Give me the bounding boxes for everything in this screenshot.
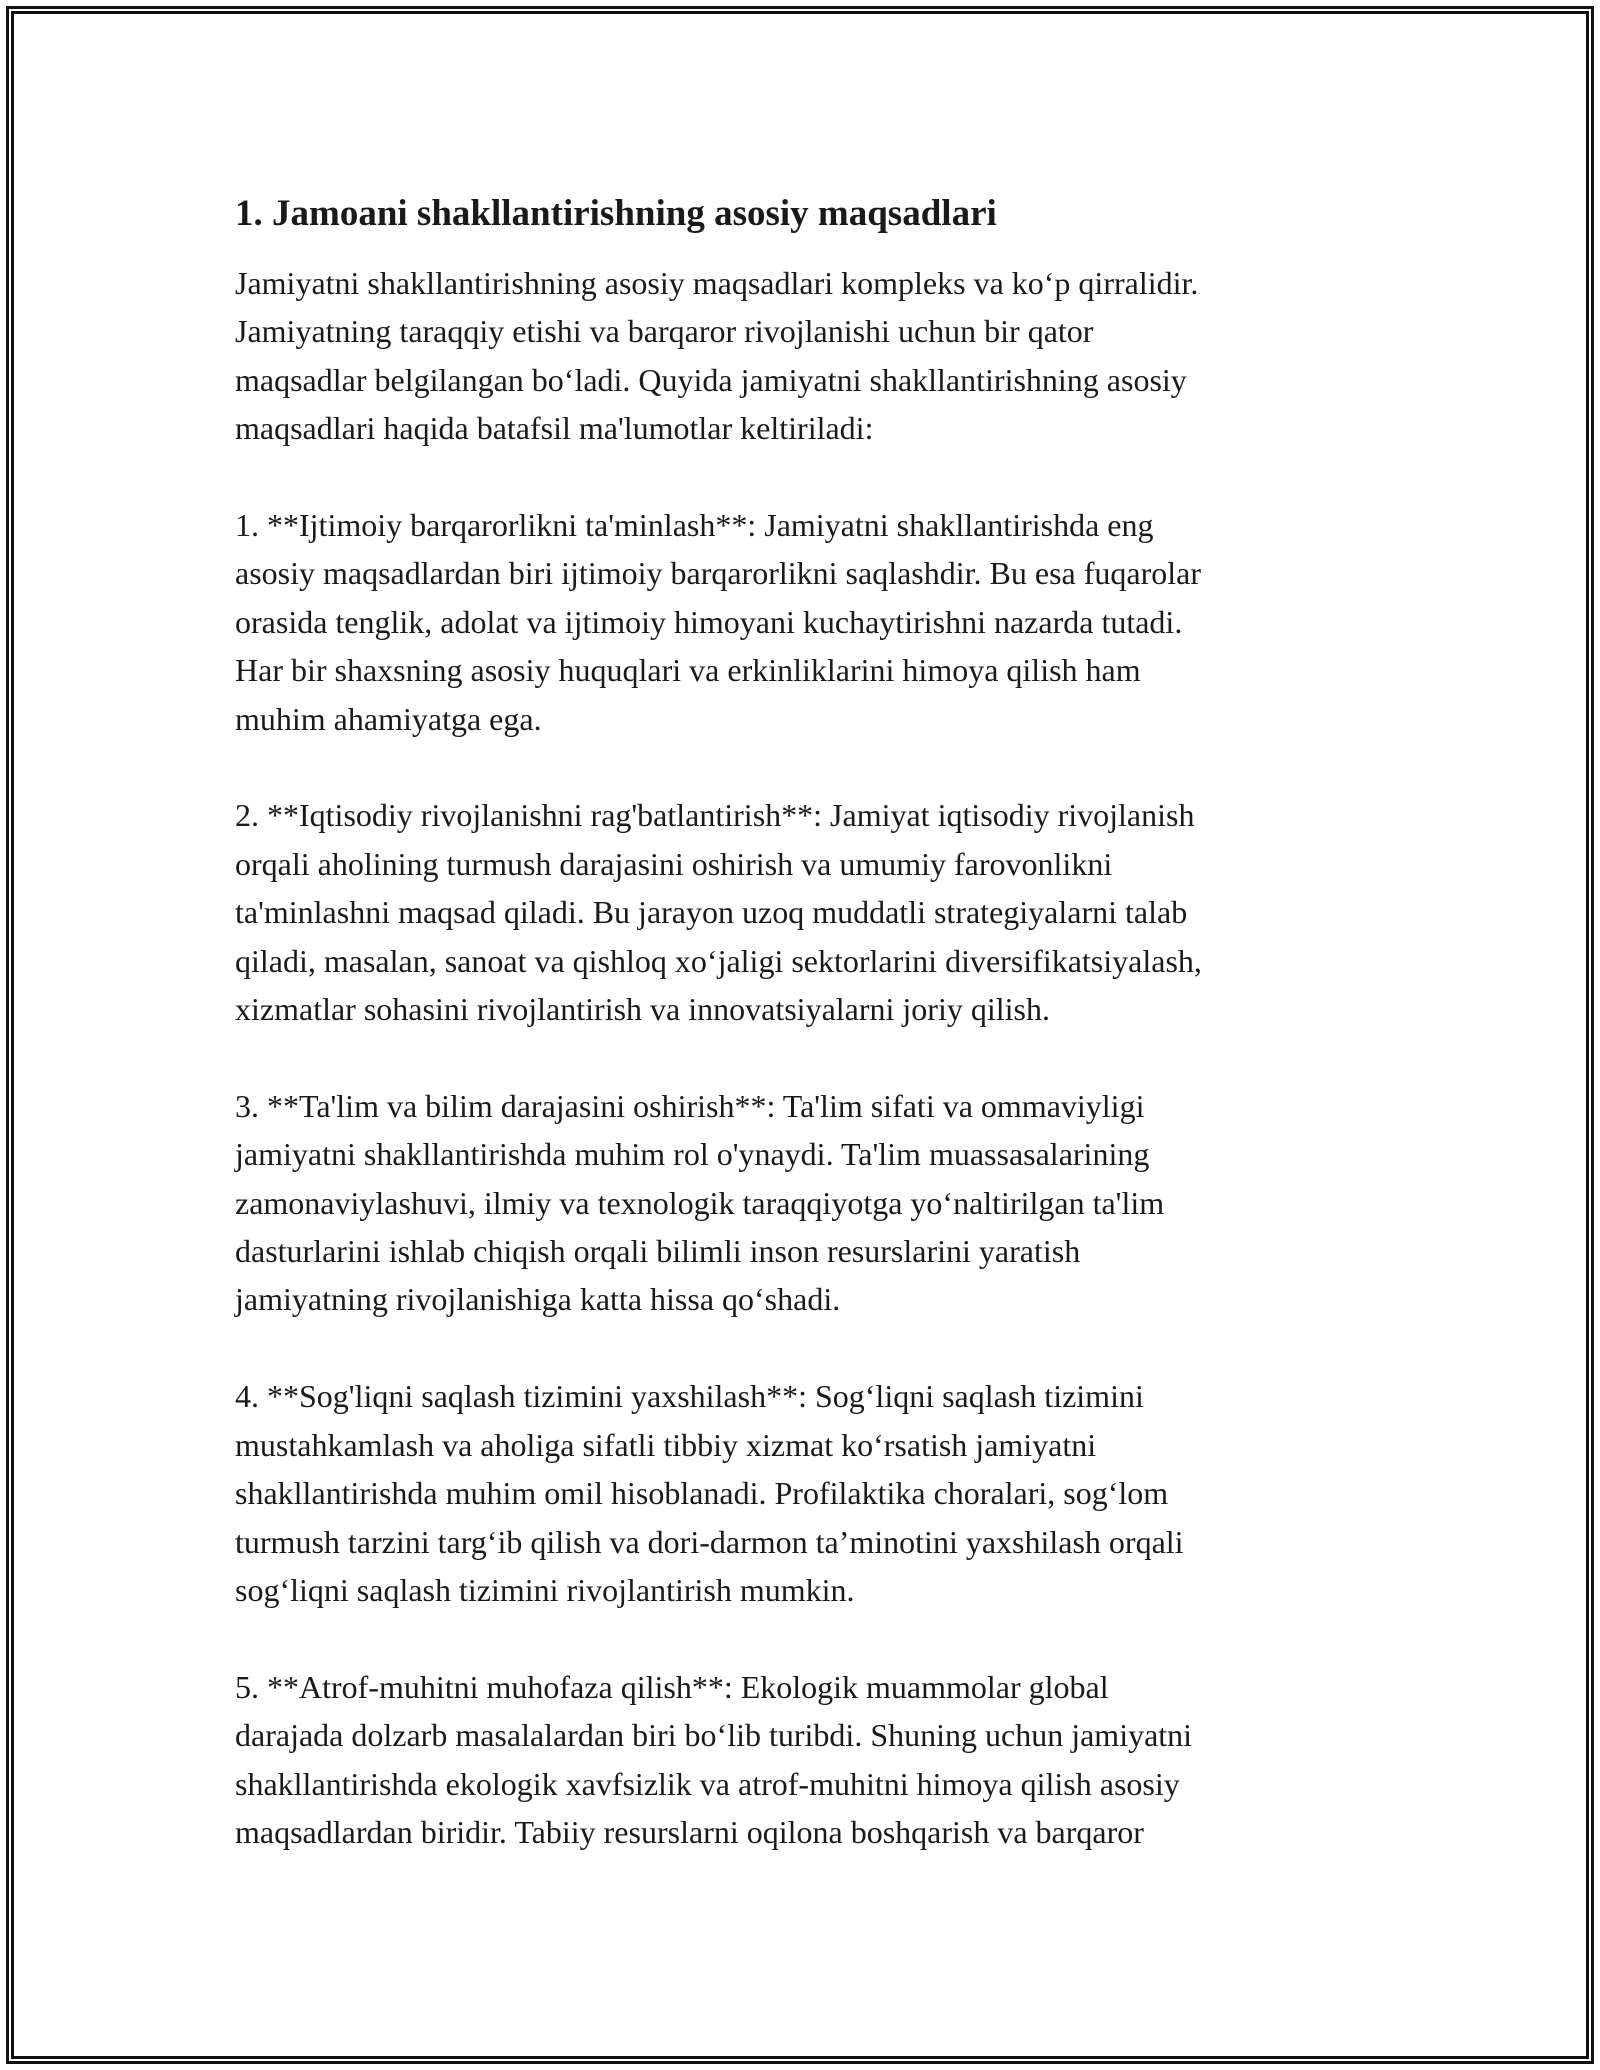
text-line: 1. **Ijtimoiy barqarorlikni ta'minlash**: Jamiyatni shakllantirishda eng: [235, 507, 1154, 544]
text-line: jamiyatning rivojlanishiga katta hissa qo‘shadi.: [235, 1281, 841, 1318]
text-line: Jamiyatni shakllantirishning asosiy maqsadlari kompleks va ko‘p qirralidir.: [235, 265, 1199, 301]
goal-paragraph-2: [235, 791, 1395, 1033]
goal-paragraph-5: [235, 1663, 1395, 1857]
text-line: 4. **Sog'liqni saqlash tizimini yaxshilash**: Sog‘liqni saqlash tizimini: [235, 1378, 1144, 1415]
goal-paragraph-1: [235, 501, 1395, 743]
text-line: xizmatlar sohasini rivojlantirish va innovatsiyalarni joriy qilish.: [235, 991, 1050, 1028]
text-line: maqsadlar belgilangan bo‘ladi. Quyida jamiyatni shakllantirishning asosiy: [235, 361, 1187, 398]
text-line: darajada dolzarb masalalardan biri bo‘lib turibdi. Shuning uchun jamiyatni: [235, 1717, 1193, 1754]
text-line: qiladi, masalan, sanoat va qishloq xo‘jaligi sektorlarini diversifikatsiyalash,: [235, 942, 1202, 979]
text-line: muhim ahamiyatga ega.: [235, 700, 542, 737]
text-line: orasida tenglik, adolat va ijtimoiy himoyani kuchaytirishni nazarda tutadi.: [235, 603, 1183, 640]
text-line: ta'minlashni maqsad qiladi. Bu jarayon uzoq muddatli strategiyalarni talab: [235, 894, 1188, 931]
text-line: 3. **Ta'lim va bilim darajasini oshirish**: Ta'lim sifati va ommaviyligi: [235, 1087, 1145, 1124]
goal-paragraph-3: [235, 1082, 1395, 1324]
section-heading: 1. Jamoani shakllantirishning asosiy maqsadlari: [235, 193, 997, 234]
text-line: zamonaviylashuvi, ilmiy va texnologik taraqqiyotga yo‘naltirilgan ta'lim: [235, 1184, 1165, 1221]
text-line: Har bir shaxsning asosiy huquqlari va erkinliklarini himoya qilish ham: [235, 652, 1141, 689]
text-line: jamiyatni shakllantirishda muhim rol o'ynaydi. Ta'lim muassasalarining: [235, 1136, 1150, 1173]
text-line: Jamiyatning taraqqiy etishi va barqaror rivojlanishi uchun bir qator: [235, 313, 1094, 350]
text-line: dasturlarini ishlab chiqish orqali bilimli inson resurslarini yaratish: [235, 1233, 1081, 1270]
goal-paragraph-4: [235, 1372, 1395, 1614]
text-line: 5. **Atrof-muhitni muhofaza qilish**: Ekologik muammolar global: [235, 1668, 1109, 1705]
text-line: mustahkamlash va aholiga sifatli tibbiy xizmat ko‘rsatish jamiyatni: [235, 1426, 1097, 1463]
text-line: maqsadlari haqida batafsil ma'lumotlar keltiriladi:: [235, 410, 874, 447]
text-line: asosiy maqsadlardan biri ijtimoiy barqarorlikni saqlashdir. Bu esa fuqarolar: [235, 555, 1201, 592]
text-line: maqsadlardan biridir. Tabiiy resurslarni oqilona boshqarish va barqaror: [235, 1813, 1144, 1850]
text-line: turmush tarzini targ‘ib qilish va dori-darmon ta’minotini yaxshilash orqali: [235, 1523, 1184, 1560]
text-line: shakllantirishda ekologik xavfsizlik va atrof-muhitni himoya qilish asosiy: [235, 1765, 1180, 1802]
text-line: sog‘liqni saqlash tizimini rivojlantirish mumkin.: [235, 1571, 855, 1608]
intro-paragraph: [235, 259, 1395, 453]
text-line: 2. **Iqtisodiy rivojlanishni rag'batlantirish**: Jamiyat iqtisodiy rivojlanish: [235, 797, 1195, 834]
text-line: shakllantirishda muhim omil hisoblanadi. Profilaktika choralari, sog‘lom: [235, 1475, 1169, 1512]
text-line: orqali aholining turmush darajasini oshirish va umumiy farovonlikni: [235, 845, 1113, 882]
document-page: [235, 185, 1395, 1905]
